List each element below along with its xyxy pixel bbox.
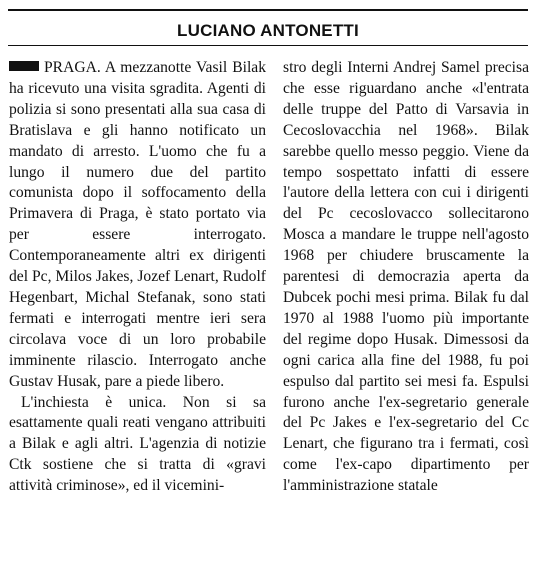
header-bottom-rule: [8, 45, 528, 46]
header-top-rule: [8, 9, 528, 11]
article-paragraph: stro degli Interni Andrej Samel precisa che esse riguardano anche «l'entrata delle truppe del Patto di Varsavia in Cecoslovacchia nel 1968». Bilak sarebbe quello messo peggio. Viene da tempo sospettato infatti di essere l'autore della lettera con cui i dirigenti del Pc cecoslovacco sollecitarono Mosca a mandare le truppe nell'agosto 1968 per chiudere bruscamente la parentesi di democrazia aperta da Dubcek pochi mesi prima. Bilak fu dal 1970 al 1988 l'uomo più importante del regime dopo Husak. Dimessosi da ogni carica alla fine del 1988, fu poi espulso dal partito sei mesi fa. Espulsi furono anche l'ex-segretario generale del Pc Jakes e l'ex-segretario del Cc Lenart, che figurano tra i fermati, così come l'ex-capo dipartimento per l'amministrazione statale: [283, 59, 529, 495]
article-paragraph: [9, 58, 266, 393]
dateline-marker-icon: [9, 61, 39, 71]
article-paragraph: L'inchiesta è unica. Non si sa esattamente quali reati vengano attribuiti a Bilak e agli altri. L'agenzia di notizie Ctk sostiene che si tratta di «gravi attività criminose», ed il vicemini-: [9, 393, 266, 495]
paragraph-text: A mezzanotte Vasil Bilak ha ricevuto una visita sgradita. Agenti di polizia si sono presentati alla sua casa di Bratislava e gli hanno notificato un mandato di arresto. L'uomo che fu a lungo il numero due del partito comunista dopo il soffocamento della Primavera di Praga, è stato portato via per essere interrogato. Contemporaneamente altri ex dirigenti del Pc, Milos Jakes, Jozef Lenart, Rudolf Hegenbart, Michal Stefanak, sono stati fermati e interrogati mentre ieri sera circolava voce di un loro probabile imminente rilascio. Interrogato anche Gustav Husak, pare a piede libero.: [9, 59, 266, 390]
article-column-left: [9, 58, 266, 497]
author-byline: LUCIANO ANTONETTI: [177, 21, 359, 40]
dateline: PRAGA.: [44, 59, 101, 76]
article-column-right: [283, 58, 529, 497]
